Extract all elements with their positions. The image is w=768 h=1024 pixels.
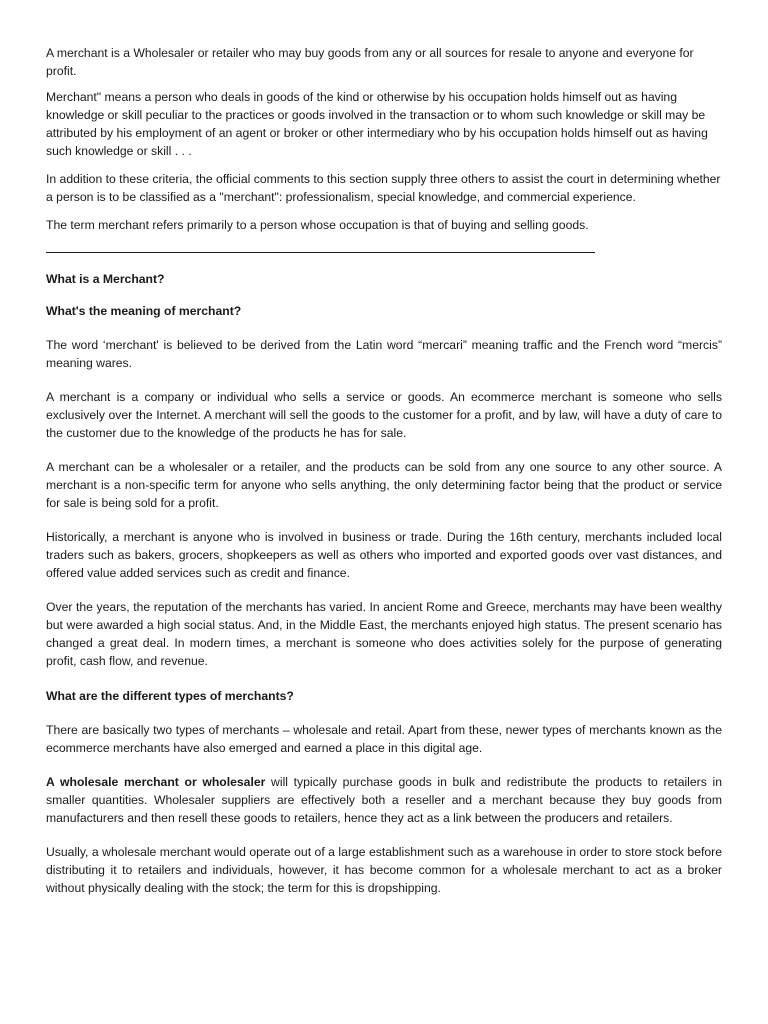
reputation-paragraph: Over the years, the reputation of the merchants has varied. In ancient Rome and Greece, merchants may have been wealthy but were awarded a high social status. And, in the Middle East, the merchants enjoyed high status. The present scenario has changed a great deal. In modern times, a merchant is someone who does activities solely for the purpose of generating profit, cash flow, and revenue. [46, 600, 722, 668]
types-intro-paragraph: There are basically two types of merchants – wholesale and retail. Apart from these, newer types of merchants known as the ecommerce merchants have also emerged and earned a place in this digital age. [46, 723, 722, 755]
wholesale-merchant-term: A wholesale merchant or wholesaler [46, 775, 266, 789]
wholesaler-retailer-paragraph: A merchant can be a wholesaler or a retailer, and the products can be sold from any one source to any other source. A merchant is a non-specific term for anyone who sells anything, the only determining factor being that the product or service for sale is being sold for a profit. [46, 460, 722, 510]
etymology-paragraph: The word ‘merchant' is believed to be derived from the Latin word “mercari” meaning traffic and the French word “mercis” meaning wares. [46, 338, 722, 370]
definition-paragraph-1: A merchant is a Wholesaler or retailer who may buy goods from any or all sources for resale to anyone and everyone for profit. [46, 46, 694, 78]
merchant-definition-paragraph: A merchant is a company or individual who sells a service or goods. An ecommerce merchant is someone who sells exclusively over the Internet. A merchant will sell the goods to the customer for a profit, and by law, will have a duty of care to the customer due to the knowledge of the products he has for sale. [46, 390, 722, 440]
section-divider [46, 252, 595, 253]
heading-what-is-merchant: What is a Merchant? [46, 272, 165, 286]
wholesale-merchant-paragraph [46, 773, 722, 827]
wholesale-merchant-description: will typically purchase goods in bulk and redistribute the products to retailers in smaller quantities. Wholesaler suppliers are effectively both a reseller and a merchant because they buy goods from manufacturers and then resell these goods to retailers, hence they act as a link between the producers and retailers. [46, 775, 722, 825]
dropshipping-paragraph: Usually, a wholesale merchant would operate out of a large establishment such as a warehouse in order to store stock before distributing it to retailers and individuals, however, it has become common for a wholesale merchant to act as a broker without physically dealing with the stock; the term for this is dropshipping. [46, 845, 722, 895]
definition-paragraph-4: The term merchant refers primarily to a person whose occupation is that of buying and selling goods. [46, 218, 589, 232]
history-paragraph: Historically, a merchant is anyone who is involved in business or trade. During the 16th century, merchants included local traders such as bakers, grocers, shopkeepers as well as others who imported and exported goods over vast distances, and offered value added services such as credit and finance. [46, 530, 722, 580]
definition-paragraph-2: Merchant" means a person who deals in goods of the kind or otherwise by his occupation holds himself out as having knowledge or skill peculiar to the practices or goods involved in the transaction or to whom such knowledge or skill may be attributed by his employment of an agent or broker or other intermediary who by his occupation holds himself out as having such knowledge or skill . . . [46, 90, 708, 158]
heading-types-of-merchants: What are the different types of merchants? [46, 689, 294, 703]
definition-paragraph-3: In addition to these criteria, the official comments to this section supply three others to assist the court in determining whether a person is to be classified as a "merchant": professionalism, special knowledge, and commercial experience. [46, 172, 721, 204]
heading-meaning-of-merchant: What's the meaning of merchant? [46, 304, 242, 318]
